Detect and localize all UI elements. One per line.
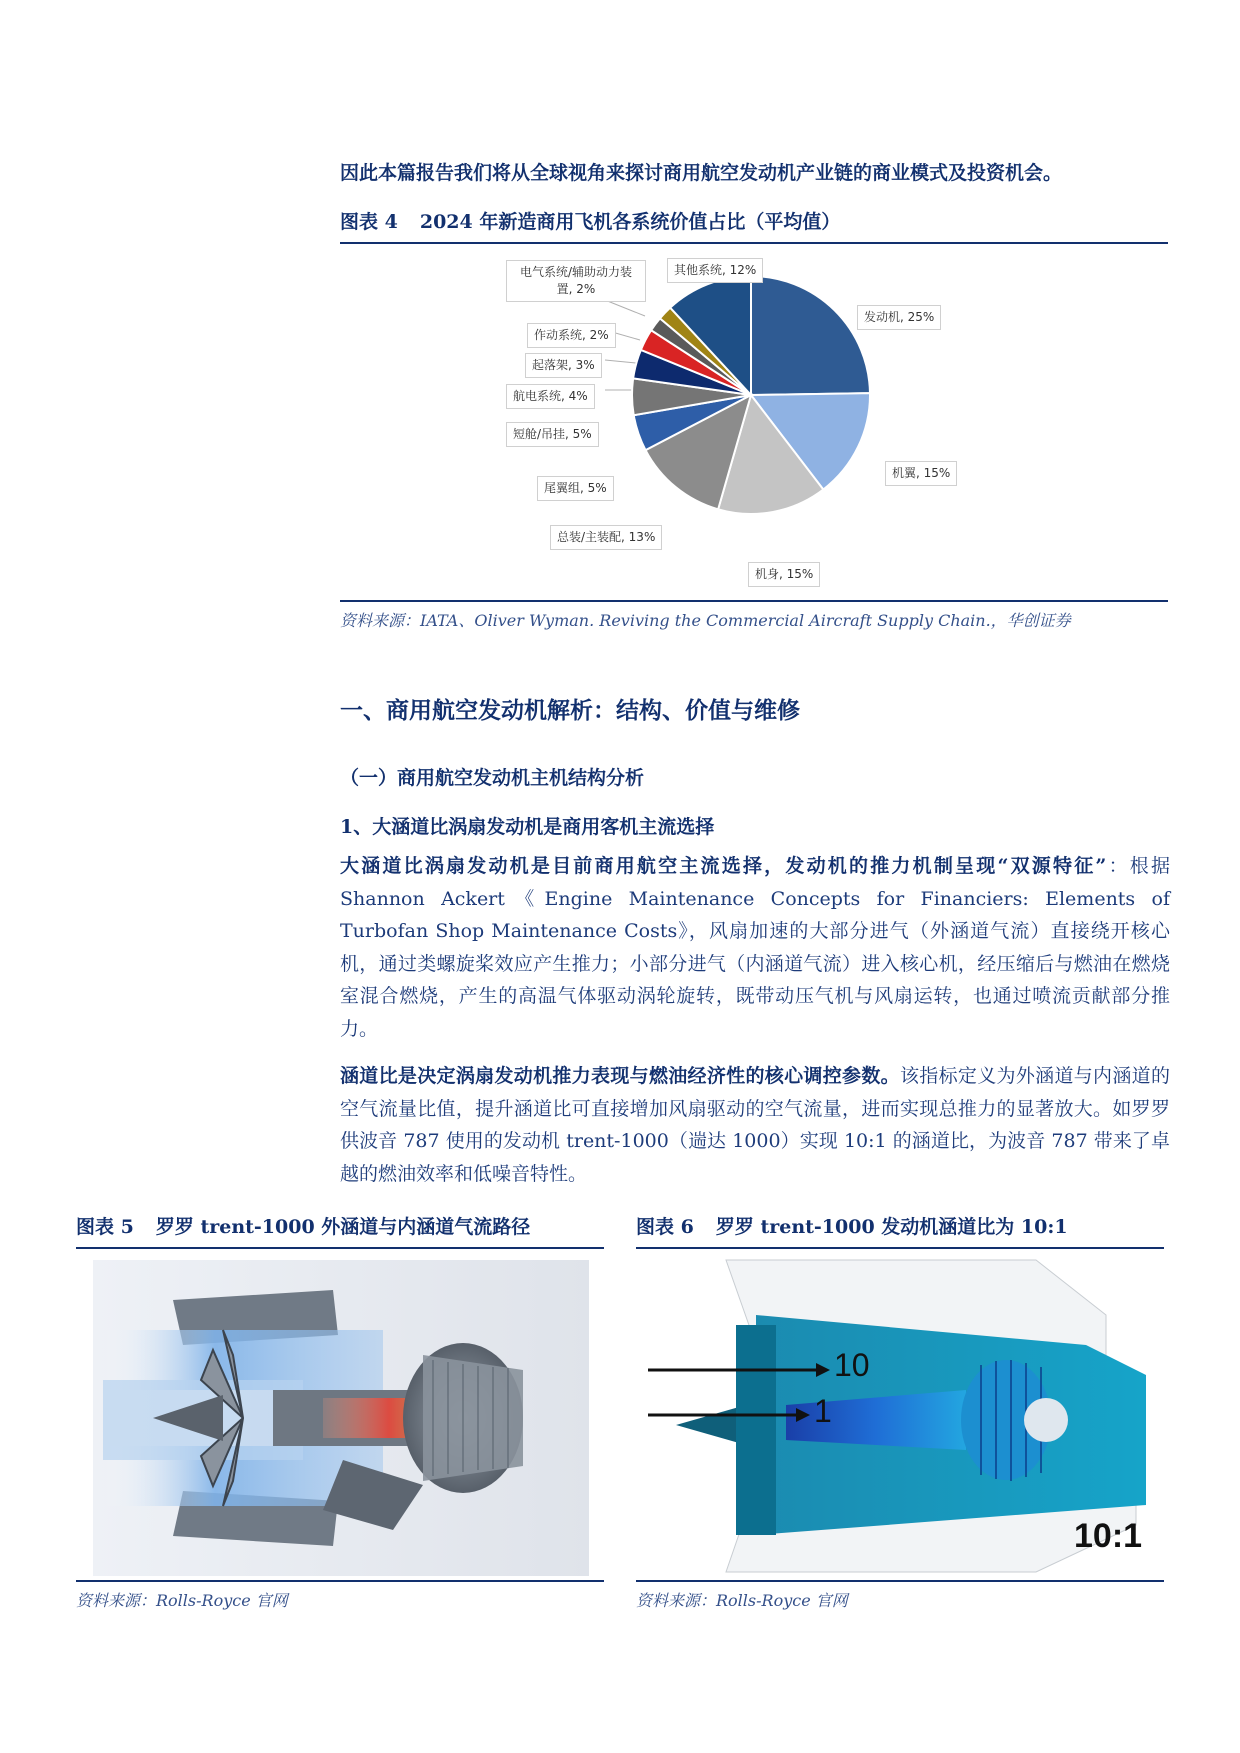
figure6-source: 资料来源：Rolls-Royce 官网	[636, 1580, 1164, 1611]
section-heading: 一、商用航空发动机解析：结构、价值与维修	[340, 697, 800, 724]
figure5-caption: 罗罗 trent-1000 外涵道与内涵道气流路径	[155, 1216, 531, 1238]
pie-slice-0	[751, 276, 870, 395]
engine-airflow-image	[93, 1260, 589, 1576]
pie-label-其他系统: 其他系统, 12%	[667, 258, 763, 283]
pie-chart	[340, 250, 1170, 595]
figure5-title	[76, 1212, 604, 1249]
pie-label-起落架: 起落架, 3%	[525, 353, 602, 378]
figure4-source: 资料来源：IATA、Oliver Wyman. Reviving the Commercial Aircraft Supply Chain.，华创证券	[340, 600, 1168, 631]
subsection-heading: （一）商用航空发动机主机结构分析	[340, 767, 645, 789]
pie-label-短舱吊挂: 短舱/吊挂, 5%	[506, 422, 599, 447]
pie-label-机翼: 机翼, 15%	[885, 461, 957, 486]
figure6-number: 图表 6	[636, 1216, 694, 1238]
figure6-caption: 罗罗 trent-1000 发动机涵道比为 10:1	[715, 1216, 1068, 1238]
figure4-caption: 2024 年新造商用飞机各系统价值占比（平均值）	[419, 211, 841, 233]
pie-label-尾翼组: 尾翼组, 5%	[537, 476, 614, 501]
paragraph-1	[340, 850, 1170, 1045]
engine-airflow-illustration	[93, 1260, 589, 1576]
pie-leader-line	[605, 360, 636, 363]
ratio-label: 10:1	[1074, 1517, 1143, 1555]
intro-sentence: 因此本篇报告我们将从全球视角来探讨商用航空发动机产业链的商业模式及投资机会。	[340, 162, 1063, 184]
figure5-source: 资料来源：Rolls-Royce 官网	[76, 1580, 604, 1611]
paragraph-2-lead: 涵道比是决定涡扇发动机推力表现与燃油经济性的核心调控参数。	[340, 1065, 900, 1087]
pie-label-机身: 机身, 15%	[748, 562, 820, 587]
paragraph-2	[340, 1060, 1170, 1190]
point-heading: 1、大涵道比涡扇发动机是商用客机主流选择	[340, 816, 715, 838]
figure4-title	[340, 207, 1168, 244]
pie-label-发动机: 发动机, 25%	[857, 305, 941, 330]
paragraph-1-body: ：根据 Shannon Ackert《Engine Maintenance Concepts for Financiers: Elements of Turbofan Shop Maintenance Costs》，风扇加速的大部分进气（外涵道气流）直接绕开核心机，通过类螺旋桨效应产生推力；小部分进气（内涵道气流）进入核心机，经压缩后与燃油在燃烧室混合燃烧，产生的高温气体驱动涡轮旋转，既带动压气机与风扇运转，也通过喷流贡献部分推力。	[340, 855, 1170, 1040]
pie-label-总装: 总装/主装配, 13%	[550, 525, 662, 550]
figure6-title	[636, 1212, 1164, 1249]
bypass-ratio-image	[636, 1255, 1166, 1577]
figure4-chart	[340, 250, 1170, 595]
figure4-number: 图表 4	[340, 211, 398, 233]
pie-label-作动系统: 作动系统, 2%	[527, 323, 616, 348]
pie-label-航电系统: 航电系统, 4%	[506, 384, 595, 409]
pie-label-电气系统: 电气系统/辅助动力装置, 2%	[506, 260, 646, 302]
paragraph-2-body: 该指标定义为外涵道与内涵道的空气流量比值，提升涵道比可直接增加风扇驱动的空气流量，进而实现总推力的显著放大。如罗罗供波音 787 使用的发动机 trent-1000（遄达 1000）实现 10:1 的涵道比，为波音 787 带来了卓越的燃油效率和低噪音特性。	[340, 1065, 1170, 1185]
paragraph-1-lead: 大涵道比涡扇发动机是目前商用航空主流选择，发动机的推力机制呈现“双源特征”	[340, 855, 1107, 877]
pie-leader-line	[605, 300, 645, 316]
bypass-label-10: 10	[834, 1347, 870, 1383]
figure5-number: 图表 5	[76, 1216, 134, 1238]
core-label-1: 1	[814, 1393, 832, 1429]
